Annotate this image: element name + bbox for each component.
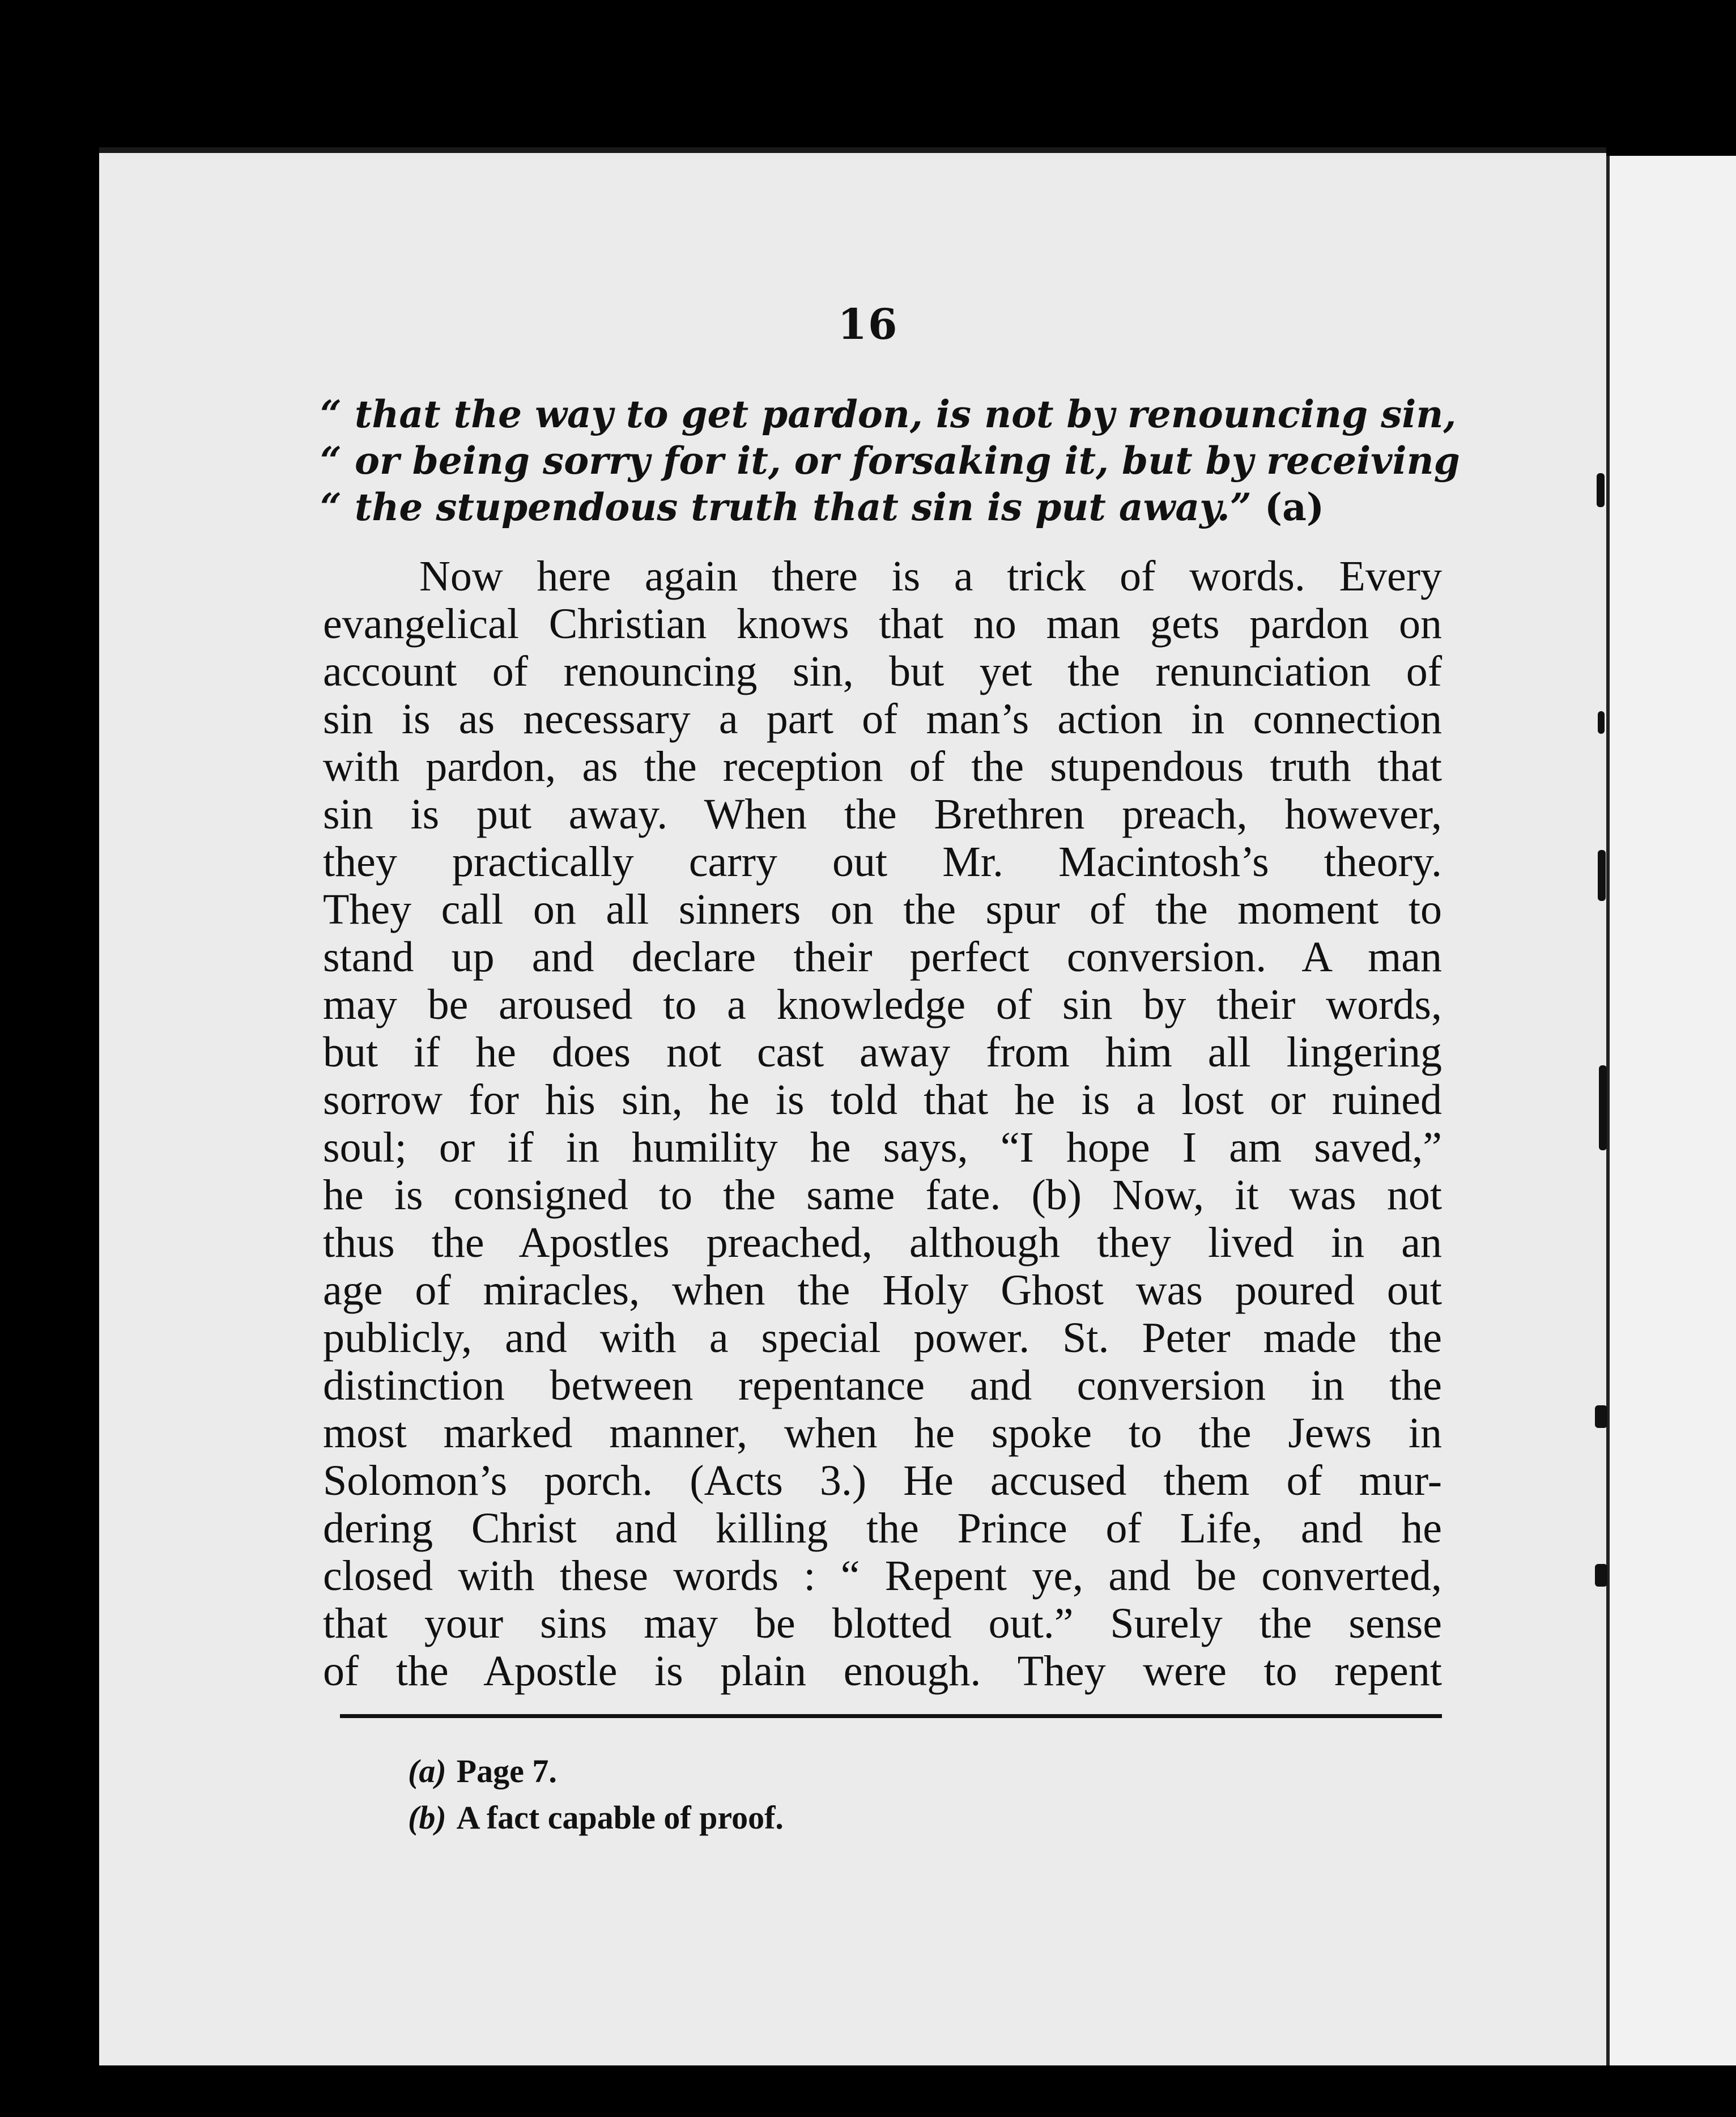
text-line: Now here again there is a trick of words. Every (419, 552, 1442, 600)
facing-page-edge (1606, 156, 1736, 2065)
text-line: closed with these words : “ Repent ye, and be converted, (323, 1552, 1442, 1600)
binding-mark (1597, 473, 1605, 507)
binding-mark (1595, 1564, 1607, 1587)
footnote (408, 1748, 784, 1795)
text-line: thus the Apostles preached, although they lived in an (323, 1219, 1442, 1266)
footnote (408, 1795, 784, 1841)
text-line: he is consigned to the same fate. (b) Now, it was not (323, 1171, 1442, 1219)
text-line: distinction between repentance and conversion in the (323, 1362, 1442, 1409)
text-line: of the Apostle is plain enough. They were to repent (323, 1647, 1442, 1695)
text-line: Solomon’s porch. (Acts 3.) He accused them of mur- (323, 1457, 1442, 1504)
text-line: soul; or if in humility he says, “I hope I am saved,” (323, 1124, 1442, 1171)
footnote-divider (340, 1714, 1442, 1718)
binding-mark (1599, 1065, 1607, 1150)
body-paragraph (323, 552, 1442, 1695)
footnotes (408, 1748, 784, 1841)
text-line: age of miracles, when the Holy Ghost was poured out (323, 1266, 1442, 1314)
text-line: with pardon, as the reception of the stupendous truth that (323, 743, 1442, 790)
text-line: but if he does not cast away from him all lingering (323, 1028, 1442, 1076)
text-line: may be aroused to a knowledge of sin by their words, (323, 981, 1442, 1028)
text-line: most marked manner, when he spoke to the Jews in (323, 1409, 1442, 1457)
text-line: sin is as necessary a part of man’s action in connection (323, 695, 1442, 743)
binding-mark (1595, 1405, 1607, 1428)
text-line: stand up and declare their perfect conversion. A man (323, 933, 1442, 981)
quote-line: “ or being sorry for it, or forsaking it, but by receiving (320, 439, 1460, 483)
text-line: they practically carry out Mr. Macintosh’s theory. (323, 838, 1442, 886)
text-line: sorrow for his sin, he is told that he is a lost or ruined (323, 1076, 1442, 1124)
text-line: publicly, and with a special power. St. Peter made the (323, 1314, 1442, 1362)
quote-line (320, 484, 1436, 530)
quote-line-text: “ the stupendous truth that sin is put away.” (320, 485, 1252, 529)
page-number: 16 (837, 300, 899, 349)
text-line: sin is put away. When the Brethren preach, however, (323, 790, 1442, 838)
footnote-mark: (a) (408, 1753, 446, 1789)
quoted-passage (320, 391, 1460, 530)
text-line: that your sins may be blotted out.” Surely the sense (323, 1600, 1442, 1647)
text-line: They call on all sinners on the spur of the moment to (323, 886, 1442, 933)
footnote-reference: (a) (1264, 485, 1325, 529)
text-line: evangelical Christian knows that no man gets pardon on (323, 600, 1442, 648)
text-line: dering Christ and killing the Prince of Life, and he (323, 1504, 1442, 1552)
binding-mark (1598, 850, 1606, 901)
binding-mark (1598, 711, 1605, 734)
text-line: account of renouncing sin, but yet the renunciation of (323, 648, 1442, 695)
quote-line: “ that the way to get pardon, is not by renouncing sin, (320, 392, 1457, 436)
footnote-text: Page 7. (456, 1753, 557, 1789)
footnote-text: A fact capable of proof. (456, 1799, 784, 1836)
footnote-mark: (b) (408, 1799, 446, 1836)
